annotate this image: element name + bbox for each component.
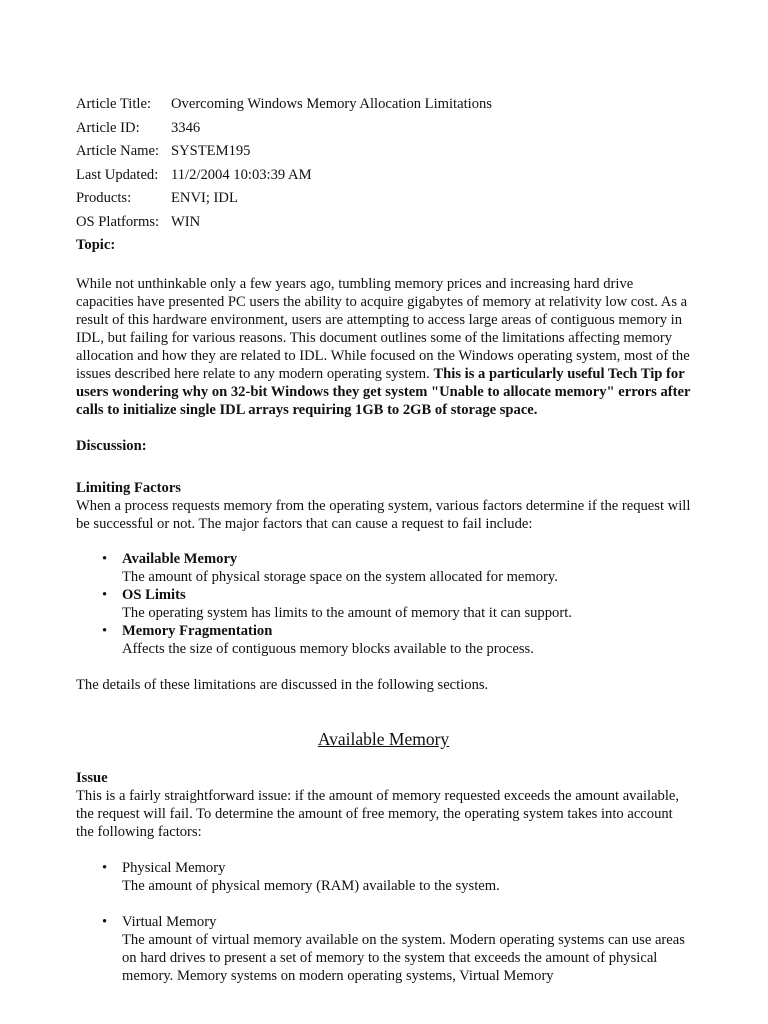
meta-value: ENVI; IDL [171, 190, 238, 206]
meta-row-updated [76, 164, 492, 188]
issue-text: This is a fairly straightforward issue: if the amount of memory requested exceeds the amount available, the request will fail. To determine the amount of free memory, the operating system takes into account the following factors: [76, 788, 680, 840]
meta-value: 11/2/2004 10:03:39 AM [171, 166, 312, 183]
list-item [76, 550, 691, 586]
meta-value: SYSTEM195 [171, 143, 251, 159]
factor-desc: The operating system has limits to the amount of memory that it can support. [122, 605, 572, 621]
meta-label: OS Platforms: [76, 213, 160, 230]
list-item [76, 622, 691, 658]
meta-row-title [76, 93, 492, 117]
meta-label: Article Title: [76, 96, 151, 112]
memory-item-title: Physical Memory [122, 860, 226, 876]
bullet-icon: • [102, 860, 108, 876]
details-text: The details of these limitations are discussed in the following sections. [76, 677, 489, 693]
memory-item-title: Virtual Memory [122, 914, 217, 930]
document-page [76, 93, 691, 985]
list-item [76, 859, 691, 895]
bullet-icon: • [102, 551, 108, 567]
section-heading-available-memory: Available Memory [317, 729, 450, 749]
factors-list [76, 550, 691, 658]
bullet-icon: • [102, 914, 108, 930]
meta-value: 3346 [171, 119, 201, 136]
limiting-factors-title: Limiting Factors [76, 480, 181, 496]
topic-label: Topic: [76, 237, 116, 253]
memory-item-desc: The amount of physical memory (RAM) available to the system. [122, 878, 500, 894]
meta-label: Products: [76, 190, 132, 206]
intro-paragraph [76, 275, 691, 419]
bullet-icon: • [102, 623, 108, 639]
factor-title: OS Limits [122, 587, 186, 603]
meta-row-platforms [76, 211, 492, 235]
factor-desc: The amount of physical storage space on the system allocated for memory. [122, 569, 558, 585]
list-item [76, 913, 691, 985]
list-item [76, 586, 691, 622]
discussion-label: Discussion: [76, 438, 147, 454]
factor-title: Memory Fragmentation [122, 623, 273, 639]
memory-item-desc: The amount of virtual memory available on the system. Modern operating systems can use areas on hard drives to present a set of memory to the system that exceeds the amount of physical memory. Memory systems on modern operating systems, Virtual Memory [122, 932, 685, 984]
limiting-factors-text: When a process requests memory from the operating system, various factors determine if the request will be successful or not. The major factors that can cause a request to fail include: [76, 498, 691, 532]
article-metadata [76, 93, 492, 234]
meta-row-name [76, 140, 492, 164]
bullet-icon: • [102, 587, 108, 603]
meta-value: Overcoming Windows Memory Allocation Limitations [171, 96, 492, 112]
intro-bold-text: This is a particularly useful Tech Tip for users wondering why on 32-bit Windows they get system "Unable to allocate memory" errors after calls to initialize single IDL arrays requiring 1GB to 2GB of storage space. [76, 366, 691, 418]
meta-row-products [76, 187, 492, 211]
factor-desc: Affects the size of contiguous memory blocks available to the process. [122, 641, 534, 657]
issue-label: Issue [76, 770, 108, 786]
meta-label: Article ID: [76, 119, 140, 136]
meta-label: Last Updated: [76, 166, 159, 183]
factor-title: Available Memory [122, 551, 238, 567]
meta-value: WIN [171, 213, 201, 230]
meta-label: Article Name: [76, 143, 160, 159]
intro-text: While not unthinkable only a few years ago, tumbling memory prices and increasing hard drive capacities have presented PC users the ability to acquire gigabytes of memory at relativity low cost. As a result of this hardware environment, users are attempting to access large areas of contiguous memory in IDL, but failing for various reasons. This document outlines some of the limitations affecting memory allocation and how they are related to IDL. While focused on the Windows operating system, most of the issues described here relate to any modern operating system. [76, 276, 690, 382]
meta-row-id [76, 117, 492, 141]
memory-factors-list [76, 859, 691, 985]
